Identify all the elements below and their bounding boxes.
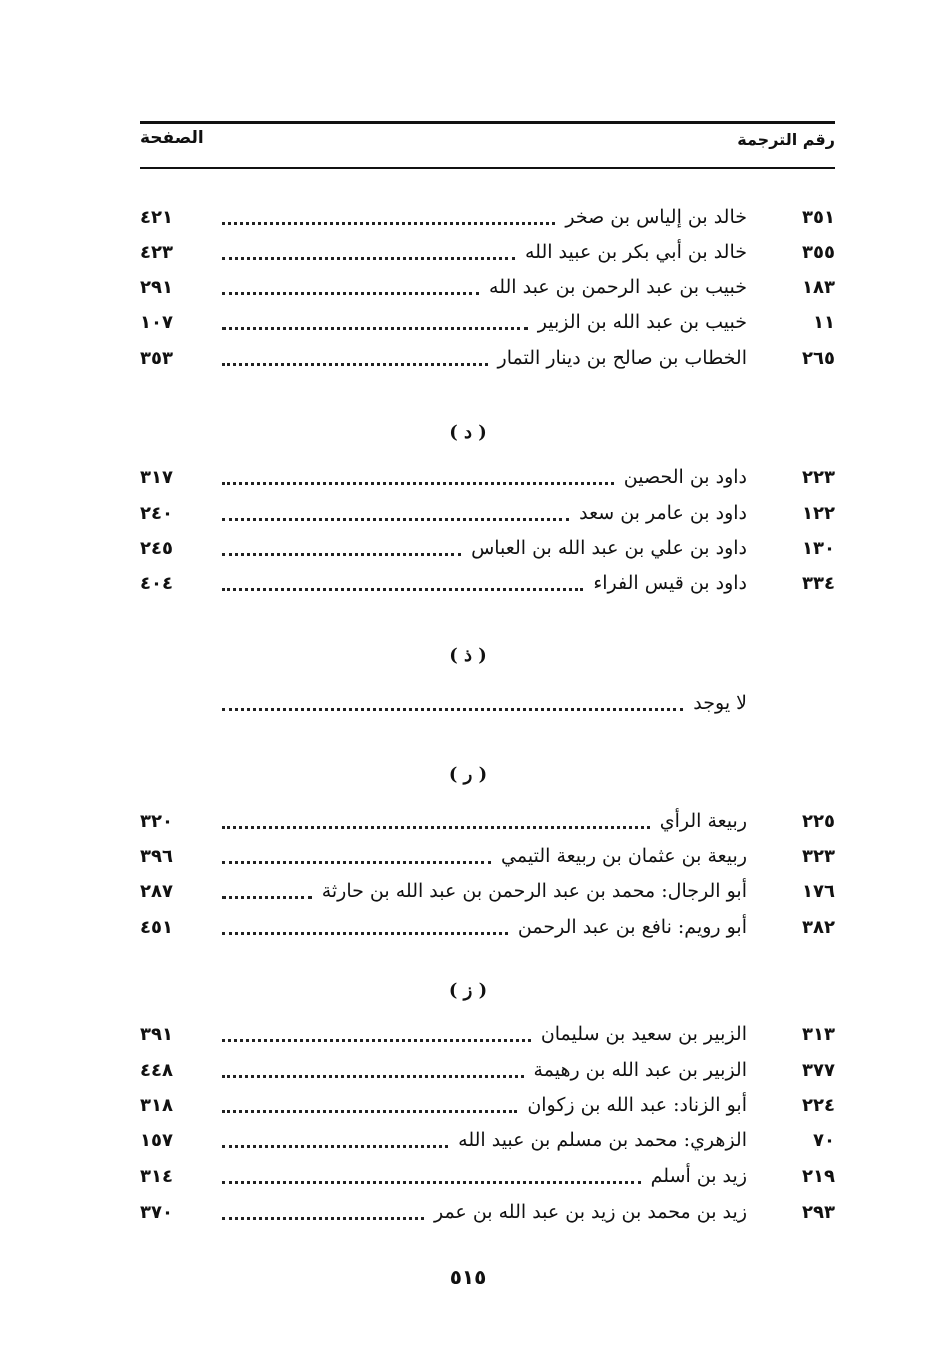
entry-name: ربيعة الرأي — [659, 810, 747, 832]
top-rule — [140, 121, 835, 124]
index-entry — [140, 1055, 835, 1085]
index-entry — [140, 237, 835, 267]
dot-leader — [222, 518, 569, 521]
entry-page: ٣١٨ — [140, 1094, 173, 1116]
dot-leader — [222, 1181, 641, 1184]
entry-name: لا يوجد — [693, 692, 747, 714]
entry-number: ١٣٠ — [802, 537, 835, 559]
entry-page: ٤٠٤ — [140, 572, 173, 594]
index-entry — [140, 806, 835, 836]
entry-number: ٣١٣ — [802, 1023, 835, 1045]
entry-number: ١١ — [813, 311, 835, 333]
index-entry — [140, 568, 835, 598]
entry-number: ٣٣٤ — [802, 572, 835, 594]
dot-leader — [222, 292, 479, 295]
entry-number: ٣٢٣ — [802, 845, 835, 867]
index-entry — [140, 272, 835, 302]
entry-number: ٣٥٥ — [802, 241, 835, 263]
entry-number: ٧٠ — [813, 1129, 835, 1151]
dot-leader — [222, 1039, 531, 1042]
column-header-page: الصفحة — [140, 128, 204, 148]
entry-number: ٢٩٣ — [802, 1201, 835, 1223]
index-entry — [140, 1125, 835, 1155]
index-entry — [140, 1019, 835, 1049]
entry-page: ٤٢٣ — [140, 241, 173, 263]
dot-leader — [222, 327, 528, 330]
index-entry — [140, 1197, 835, 1227]
entry-name: زيد بن أسلم — [650, 1165, 747, 1187]
page-number: ٥١٥ — [449, 1265, 487, 1289]
entry-number: ٢٢٣ — [802, 466, 835, 488]
dot-leader — [222, 896, 312, 899]
entry-page: ١٥٧ — [140, 1129, 173, 1151]
entry-page: ٣١٤ — [140, 1165, 173, 1187]
entry-number: ٣٥١ — [802, 206, 835, 228]
column-header-entry-number: رقم الترجمة — [737, 130, 835, 149]
index-entry — [140, 343, 835, 373]
dot-leader — [222, 222, 555, 225]
dot-leader — [222, 861, 491, 864]
entry-page: ٣٥٣ — [140, 347, 173, 369]
dot-leader — [222, 257, 515, 260]
entry-number: ٢٦٥ — [802, 347, 835, 369]
entry-page: ٢٤٠ — [140, 502, 173, 524]
dot-leader — [222, 1217, 424, 1220]
entry-number: ١٨٣ — [802, 276, 835, 298]
header-rule — [140, 167, 835, 169]
entry-name: خالد بن إلياس بن صخر — [565, 206, 747, 228]
dot-leader — [222, 826, 650, 829]
dot-leader — [222, 588, 583, 591]
entry-page: ٤٢١ — [140, 206, 173, 228]
section-letter-heading: ( ذ ) — [449, 645, 487, 666]
entry-page: ٣٢٠ — [140, 810, 173, 832]
index-entry — [140, 533, 835, 563]
entry-name: داود بن علي بن عبد الله بن العباس — [471, 537, 747, 559]
entry-number: ٢١٩ — [802, 1165, 835, 1187]
entry-name: أبو الرجال: محمد بن عبد الرحمن بن عبد الله بن حارثة — [321, 880, 747, 902]
entry-number: ٣٨٢ — [802, 916, 835, 938]
entry-page: ٤٤٨ — [140, 1059, 173, 1081]
entry-name: الزهري: محمد بن مسلم بن عبيد الله — [458, 1129, 747, 1151]
index-entry — [140, 1161, 835, 1191]
entry-name: الزبير بن سعيد بن سليمان — [540, 1023, 747, 1045]
entry-page: ١٠٧ — [140, 311, 173, 333]
entry-name: الخطاب بن صالح بن دينار التمار — [497, 347, 747, 369]
entry-name: داود بن قيس الفراء — [593, 572, 747, 594]
entry-number: ١٧٦ — [802, 880, 835, 902]
entry-page: ٤٥١ — [140, 916, 173, 938]
entry-page: ٢٤٥ — [140, 537, 173, 559]
index-entry — [140, 876, 835, 906]
section-letter-heading: ( ر ) — [448, 764, 488, 785]
entry-name: زيد بن محمد بن زيد بن عبد الله بن عمر — [433, 1201, 747, 1223]
entry-page: ٣٩٦ — [140, 845, 173, 867]
entry-page: ٣٩١ — [140, 1023, 173, 1045]
entry-number: ٣٧٧ — [802, 1059, 835, 1081]
dot-leader — [222, 553, 461, 556]
index-entry — [140, 688, 835, 718]
entry-name: خبيب بن عبد الله بن الزبير — [537, 311, 747, 333]
index-entry — [140, 202, 835, 232]
entry-page: ٢٩١ — [140, 276, 173, 298]
entry-number: ٢٢٤ — [802, 1094, 835, 1116]
dot-leader — [222, 1110, 517, 1113]
entry-name: أبو رويم: نافع بن عبد الرحمن — [517, 916, 747, 938]
section-letter-heading: ( ز ) — [448, 980, 488, 1001]
entry-name: خبيب بن عبد الرحمن بن عبد الله — [489, 276, 747, 298]
section-letter-heading: ( د ) — [449, 422, 487, 443]
entry-name: الزبير بن عبد الله بن رهيمة — [533, 1059, 747, 1081]
entry-name: أبو الزناد: عبد الله بن زكوان — [527, 1094, 747, 1116]
entry-name: ربيعة بن عثمان بن ربيعة التيمي — [501, 845, 747, 867]
index-entry — [140, 1090, 835, 1120]
entry-page: ٣١٧ — [140, 466, 173, 488]
index-entry — [140, 841, 835, 871]
dot-leader — [222, 1075, 524, 1078]
dot-leader — [222, 1145, 448, 1148]
index-entry — [140, 912, 835, 942]
dot-leader — [222, 932, 508, 935]
entry-name: داود بن الحصين — [623, 466, 747, 488]
entry-number: ٢٢٥ — [802, 810, 835, 832]
index-entry — [140, 307, 835, 337]
index-entry — [140, 462, 835, 492]
index-entry — [140, 498, 835, 528]
entry-number: ١٢٢ — [802, 502, 835, 524]
entry-page: ٢٨٧ — [140, 880, 173, 902]
entry-name: داود بن عامر بن سعد — [579, 502, 747, 524]
dot-leader — [222, 708, 683, 711]
entry-page: ٣٧٠ — [140, 1201, 173, 1223]
dot-leader — [222, 363, 488, 366]
entry-name: خالد بن أبي بكر بن عبيد الله — [524, 241, 747, 263]
dot-leader — [222, 482, 614, 485]
